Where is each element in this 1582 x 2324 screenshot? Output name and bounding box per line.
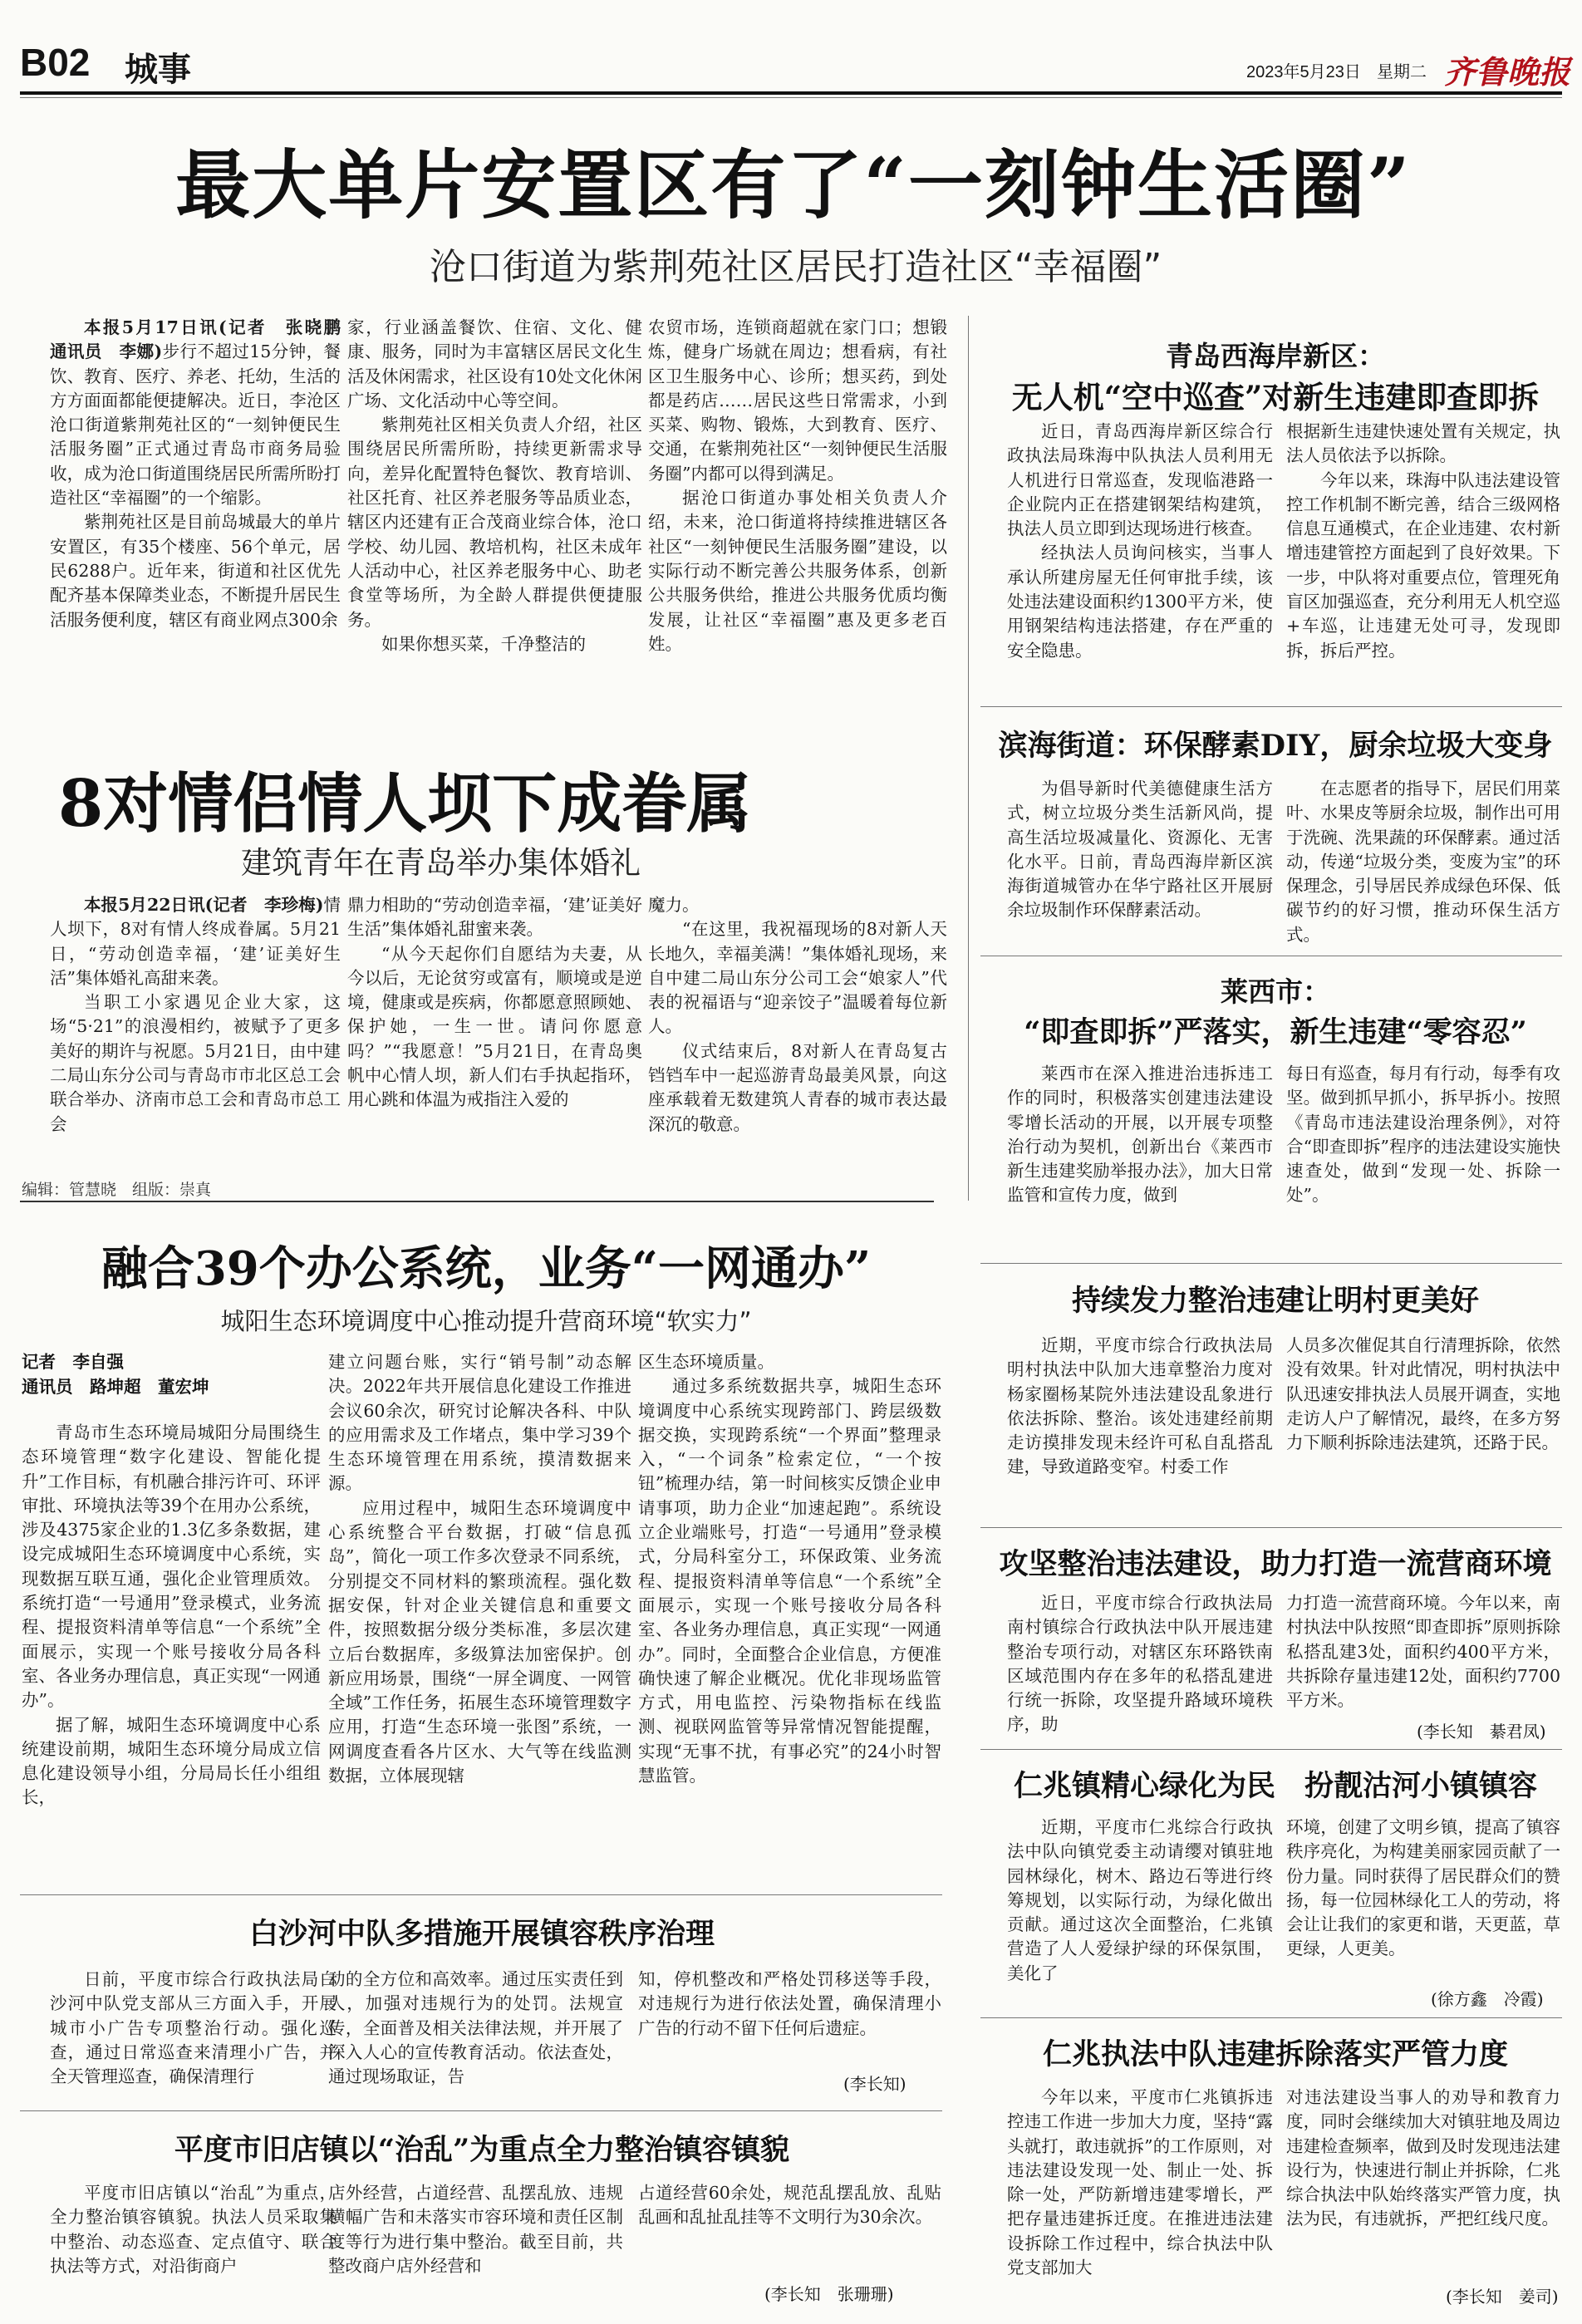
story11-text: 动的全方位和高效率。通过压实责任到人，加强对违规行为的处罚。法规宣传，全面普及相关法律法规，并开展了深入人心的宣传教育活动。依法查处，通过现场取证，告 xyxy=(328,1969,623,2087)
story9-column-1 xyxy=(1007,2086,1273,2310)
story11-column-3 xyxy=(638,1968,941,2138)
box-divider xyxy=(20,2110,942,2111)
story6-text: 人员多次催促其自行清理拆除，依然没有效果。针对此情况，明村执法中队迅速安排执法人员展开调查，实地走访人户了解情况，最终，在多方努力下顺利拆除违法建筑，还路于民。 xyxy=(1286,1335,1560,1453)
story10-text: 通过多系统数据共享，城阳生态环境调度中心系统实现跨部门、跨层级数据交换，实现跨系统“一个界面”整理录入，“一个词条”检索定位，“一个按钮”梳理办结，第一时间核实反馈企业申请事项，助力企业“加速起跑”。系统设立企业端账号，打造“一号通用”登录模式，分局科室分工，环保政策、业务流程、提报资料清单等信息“一个系统”全面展示，实现一个账号接收分局各科室、各业务办理信息，真正实现“一网通办”。同时，全面整合企业信息，方便准确快速了解企业概况。优化非现场监管方式，用电监控、污染物指标在线监测、视联网监管等异常情况智能提醒，实现“无事不扰，有事必究”的24小时智慧监管。 xyxy=(638,1376,941,1786)
story8-headline: 仁兆镇精心绿化为民 扮靓沽河小镇镇容 xyxy=(1013,1769,1537,1803)
story3-column-2 xyxy=(1286,420,1560,694)
story7-column-2 xyxy=(1286,1591,1560,1716)
story10-column-2 xyxy=(328,1350,631,1924)
story9-headline: 仁兆执法中队违建拆除落实严管力度 xyxy=(1042,2037,1508,2071)
story5-kicker: 莱西市： xyxy=(1221,975,1330,1008)
story10-column-1 xyxy=(22,1421,321,1919)
right-divider xyxy=(980,2017,1562,2018)
story8-column-1 xyxy=(1007,1815,1273,2015)
paper-logo: 齐鲁晚报 xyxy=(1444,53,1571,91)
story9-text: 今年以来，平度市仁兆镇拆违控违工作进一步加大力度，坚持“露头就打，敢违就拆”的工作原则，对违法建设发现一处、制止一处、拆除一处，严防新增违建零增长，严把存量违建拆迁度。在推进违法建设拆除工作过程中，综合执法中队党支部加大 xyxy=(1007,2087,1273,2278)
story1-text: 农贸市场，连锁商超就在家门口；想锻炼，健身广场就在周边；想看病，有社区卫生服务中心、诊所；想买药，到处都是药店……居民这些日常需求，小到买菜、购物、锻炼，大到教育、医疗、交通，在紫荆苑社区“一刻钟便民生活服务圈”内都可以得到满足。 xyxy=(648,317,947,484)
story8-column-2 xyxy=(1286,1815,1560,2015)
story10-text: 区生态环境质量。 xyxy=(638,1352,774,1372)
story10-text: 据了解，城阳生态环境调度中心系统建设前期，城阳生态环境分局成立信息化建设领导小组，分局局长任小组组长， xyxy=(22,1714,321,1808)
story7-column-1 xyxy=(1007,1591,1273,1745)
story1-text: 如果你想买菜，千净整洁的 xyxy=(381,633,586,654)
story4-text: 在志愿者的指导下，居民们用菜叶、水果皮等厨余垃圾，制作出可用于洗碗、洗果蔬的环保酵素。通过活动，传递“垃圾分类，变废为宝”的环保理念，引导居民养成绿色环保、低碳节约的好习惯，推动环保生活方式。 xyxy=(1286,779,1560,945)
right-divider xyxy=(980,1263,1562,1264)
story3-text: 经执法人员询问核实，当事人承认所建房屋无任何审批手续，该处违法建设面积约1300平方米，使用钢架结构违法搭建，存在严重的安全隐患。 xyxy=(1007,543,1273,661)
story5-text: 每日有巡查，每月有行动，每季有攻坚。做到抓早抓小，拆早拆小。按照《青岛市违法建设治理条例》，对符合“即查即拆”程序的违法建设实施快速查处，做到“发现一处、拆除一处”。 xyxy=(1286,1064,1560,1206)
story10-correspondents: 通讯员 路坤超 董宏坤 xyxy=(22,1377,209,1397)
story1-column-3 xyxy=(648,316,947,710)
story6-text: 近期，平度市综合行政执法局明村执法中队加大违章整治力度对杨家圈杨某院外违法建设乱象进行依法拆除、整治。该处违建经前期走访摸排发现未经许可私自乱搭乱建，导致道路变窄。村委工作 xyxy=(1007,1335,1273,1477)
story6-column-2 xyxy=(1286,1334,1560,1529)
story3-kicker: 青岛西海岸新区： xyxy=(1166,340,1385,372)
story2-text: “从今天起你们自愿结为夫妻，从今以后，无论贫穷或富有，顺境或是逆境，健康或是疾病，你都愿意照顾她、保护她，一生一世。请问你愿意吗？”“我愿意！”5月21日，在青岛奥帆中心情人坝，新人们右手执起指环，用心跳和体温为戒指注入爱的 xyxy=(347,943,642,1110)
story10-text: 青岛市生态环境局城阳分局围绕生态环境管理“数字化建设、智能化提升”工作目标，有机融合排污许可、环评审批、环境执法等39个在用办公系统，涉及4375家企业的1.3亿多条数据，建设完成城阳生态环境调度中心系统，实现数据互联互通，强化企业管理质效。系统打造“一号通用”登录模式，业务流程、提报资料清单等信息“一个系统”全面展示，实现一个账号接收分局各科室、各业务办理信息，真正实现“一网通办”。 xyxy=(22,1422,321,1711)
story11-headline: 白沙河中队多措施开展镇容秩序治理 xyxy=(248,1917,715,1951)
story12-signature: (李长知 张珊珊) xyxy=(764,2284,894,2304)
story6-headline: 持续发力整治违建让明村更美好 xyxy=(1071,1284,1479,1318)
story2-text: 仪式结束后，8对新人在青岛复古铛铛车中一起巡游青岛最美风景，向这座承载着无数建筑人青春的城市表达最深沉的敬意。 xyxy=(648,1040,947,1134)
story2-column-3 xyxy=(648,893,947,1172)
story12-column-2 xyxy=(328,2181,623,2306)
story2-text: 魔力。 xyxy=(648,895,700,915)
story2-column-1 xyxy=(50,893,341,1172)
story8-signature: (徐方鑫 冷霞) xyxy=(1431,1989,1544,2009)
story11-text: 日前，平度市综合行政执法局白沙河中队党支部从三方面入手，开展城市小广告专项整治行动。强化巡查，通过日常巡查来清理小广告，并全天管理巡查，确保清理行 xyxy=(50,1969,337,2087)
story1-subtitle: 沧口街道为紫荆苑社区居民打造社区“幸福圈” xyxy=(429,246,1162,288)
story3-text: 今年以来，珠海中队违法建设管控工作机制不断完善，结合三级网格信息互通模式，在企业违建、农村新增违建管控方面起到了良好效果。下一步，中队将对重要点位，管理死角盲区加强巡查，充分利用无人机空巡+车巡，让违建无处可寻，发现即拆，拆后严控。 xyxy=(1286,469,1560,661)
column-divider xyxy=(968,316,969,1201)
story1-column-2 xyxy=(347,316,642,710)
editor-credit: 编辑：管慧晓 组版：崇真 xyxy=(22,1182,212,1199)
story2-subtitle: 建筑青年在青岛举办集体婚礼 xyxy=(241,845,641,881)
story8-text: 环境，创建了文明乡镇，提高了镇容秩序亮化，为构建美丽家园贡献了一份力量。同时获得了居民群众们的赞扬，每一位园林绿化工人的劳动，将会让让我们的家更和谐，天更蓝，草更绿，人更美。 xyxy=(1286,1817,1560,1959)
story4-headline: 滨海街道：环保酵素DIY，厨余垃圾大变身 xyxy=(998,729,1553,763)
issue-weekday: 星期二 xyxy=(1377,63,1427,81)
story3-headline: 无人机“空中巡查”对新生违建即查即拆 xyxy=(1011,379,1540,415)
story1-headline: 最大单片安置区有了“一刻钟生活圈” xyxy=(175,141,1412,229)
story10-column-3 xyxy=(638,1350,941,1924)
story3-text: 近日，青岛西海岸新区综合行政执法局珠海中队执法人员利用无人机进行日常巡查，发现临港路一企业院内正在搭建钢架结构建筑，执法人员立即到达现场进行核查。 xyxy=(1007,421,1273,539)
story9-column-2 xyxy=(1286,2086,1560,2285)
right-divider xyxy=(980,1749,1562,1750)
story1-text: 紫荆苑社区是目前岛城最大的单片安置区，有35个楼座、56个单元，居民6288户。近年来，街道和社区优先配齐基本保障类业态，不断提升居民生活服务便利度，辖区有商业网点300余 xyxy=(50,512,341,630)
story1-text: 步行不超过15分钟，餐饮、教育、医疗、养老、托幼，生活的方方面面都能便捷解决。近日，李沧区沧口街道紫荆苑社区的“一刻钟便民生活服务圈”正式通过青岛市商务局验收，成为沧口街道围绕居民所需所盼打造社区“幸福圈”的一个缩影。 xyxy=(50,341,341,509)
story4-column-1 xyxy=(1007,777,1273,951)
story9-signature: (李长知 姜司) xyxy=(1446,2287,1559,2307)
story1-text: 家，行业涵盖餐饮、住宿、文化、健康、服务，同时为丰富辖区居民文化生活及休闲需求，社区设有10处文化休闲广场、文化活动中心等空间。 xyxy=(347,317,642,410)
story12-text: 平度市旧店镇以“治乱”为重点，全力整治镇容镇貌。执法人员采取集中整治、动态巡查、定点值守、联合执法等方式，对沿街商户 xyxy=(50,2183,337,2276)
story2-byline: 本报5月22日讯(记者 李珍梅) xyxy=(84,895,324,915)
story10-subtitle: 城阳生态环境调度中心推动提升营商环境“软实力” xyxy=(220,1307,752,1335)
story3-text: 根据新生违建快速处置有关规定，执法人员依法予以拆除。 xyxy=(1286,421,1560,466)
story1-column-1 xyxy=(50,316,341,710)
story4-text: 为倡导新时代美德健康生活方式，树立垃圾分类生活新风尚，提高生活垃圾减量化、资源化、无害化水平。日前，青岛西海岸新区滨海街道城管办在华宁路社区开展厨余垃圾制作环保酵素活动。 xyxy=(1007,779,1273,921)
story11-column-1 xyxy=(50,1968,337,2138)
story12-text: 店外经营，占道经营、乱摆乱放、违规横幅广告和未落实市容环境和责任区制度等行为进行集中整治。截至目前，共整改商户店外经营和 xyxy=(328,2183,623,2276)
story11-signature: (李长知) xyxy=(843,2074,906,2094)
story11-text: 知，停机整改和严格处罚移送等手段，对违规行为进行依法处置，确保清理小广告的行动不留下任何后遗症。 xyxy=(638,1969,941,2038)
masthead-rule xyxy=(20,91,1562,95)
story10-text: 应用过程中，城阳生态环境调度中心系统整合平台数据，打破“信息孤岛”，简化一项工作多次登录不同系统，分别提交不同材料的繁琐流程。强化数据安保，针对企业关键信息和重要文件，按照数据分级分类标准，多层次建立后台数据库，多级算法加密保护。创新应用场景，围绕“一屏全调度、一网管全域”工作任务，拓展生态环境管理数字应用，打造“生态环境一张图”系统，一网调度查看各片区水、大气等在线监测数据，立体展现辖 xyxy=(328,1497,631,1786)
story5-headline: “即查即拆”严落实，新生违建“零容忍” xyxy=(1024,1015,1527,1049)
issue-date: 2023年5月23日 xyxy=(1246,63,1361,81)
story12-text: 占道经营60余处，规范乱摆乱放、乱贴乱画和乱扯乱挂等不文明行为30余次。 xyxy=(638,2183,941,2228)
right-divider xyxy=(980,1527,1562,1528)
story10-text: 建立问题台账，实行“销号制”动态解决。2022年共开展信息化建设工作推进会议60余次，研究讨论解决各科、中队的应用需求及工作堵点，集中学习39个生态环境管理在用系统，摸清数据来源。 xyxy=(328,1352,631,1494)
box-top-rule xyxy=(20,1894,942,1895)
story10-headline: 融合39个办公系统，业务“一网通办” xyxy=(101,1241,872,1296)
story7-text: 力打造一流营商环境。今年以来，南村执法中队按照“即查即拆”原则拆除私搭乱建3处，面积约400平方米，共拆除存量违建12处，面积约7700平方米。 xyxy=(1286,1593,1560,1711)
section-code: B02 xyxy=(20,41,91,84)
story1-text: 紫荆苑社区相关负责人介绍，社区围绕居民所需所盼，持续更新需求导向，差异化配置特色餐饮、教育培训、社区托育、社区养老服务等品质业态，辖区内还建有正合茂商业综合体，沧口学校、幼儿园、教培机构，社区未成年人活动中心，社区养老服务中心、助老食堂等场所，为全龄人群提供便捷服务。 xyxy=(347,415,642,630)
story8-text: 近期，平度市仁兆综合行政执法中队向镇党委主动请缨对镇驻地园林绿化，树木、路边石等进行终筹规划，以实际行动，为绿化做出贡献。通过这次全面整治，仁兆镇营造了人人爱绿护绿的环保氛围，美化了 xyxy=(1007,1817,1273,1983)
right-divider xyxy=(980,706,1562,707)
story2-text: 情人坝下，8对有情人终成眷属。5月21日，“劳动创造幸福，‘建’证美好生活”集体婚礼高甜来袭。 xyxy=(50,895,341,988)
story6-column-1 xyxy=(1007,1334,1273,1529)
story2-column-2 xyxy=(347,893,642,1172)
story1-text: 据沧口街道办事处相关负责人介绍，未来，沧口街道将持续推进辖区各社区“一刻钟便民生活服务圈”建设，以实际行动不断完善公共服务体系，创新公共服务供给，推进公共服务优质均衡发展，让社区“幸福圈”惠及更多老百姓。 xyxy=(648,488,947,654)
story2-headline: 8对情侣情人坝下成眷属 xyxy=(58,766,752,842)
story2-text: 当职工小家遇见企业大家，这场“5·21”的浪漫相约，被赋予了更多美好的期许与祝愿。5月21日，由中建二局山东分公司与青岛市市北区总工会联合举办、济南市总工会和青岛市总工会 xyxy=(50,992,341,1134)
story4-column-2 xyxy=(1286,777,1560,951)
story10-reporter: 记者 李自强 xyxy=(22,1352,124,1372)
section-rule xyxy=(20,1201,934,1202)
story5-column-1 xyxy=(1007,1062,1273,1261)
story1-byline: 本报5月17日讯(记者 张晓鹏 通讯员 李娜) xyxy=(50,317,341,362)
story2-text: 鼎力相助的“劳动创造幸福，‘建’证美好生活”集体婚礼甜蜜来袭。 xyxy=(347,895,642,940)
story9-text: 对违法建设当事人的劝导和教育力度，同时会继续加大对镇驻地及周边违建检查频率，做到及时发现违法建设行为，快速进行制止并拆除，仁兆综合执法中队始终落实严管力度，执法为民，有违就拆，严把红线尺度。 xyxy=(1286,2087,1560,2229)
story3-column-1 xyxy=(1007,420,1273,694)
story7-signature: (李长知 綦君凤) xyxy=(1417,1722,1546,1742)
section-name: 城事 xyxy=(125,50,191,89)
story5-column-2 xyxy=(1286,1062,1560,1261)
story2-text: “在这里，我祝福现场的8对新人天长地久，幸福美满！”集体婚礼现场，来自中建二局山东分公司工会“娘家人”代表的祝福语与“迎亲饺子”温暖着每位新人。 xyxy=(648,919,947,1037)
story12-column-1 xyxy=(50,2181,337,2306)
story7-text: 近日，平度市综合行政执法局南村镇综合行政执法中队开展违建整治专项行动，对辖区东环路铁南区域范围内存在多年的私搭乱建进行统一拆除，攻坚提升路域环境秩序，助 xyxy=(1007,1593,1273,1735)
story5-text: 莱西市在深入推进治违拆违工作的同时，积极落实创建违法建设零增长活动的开展，以开展专项整治行动为契机，创新出台《莱西市新生违建奖励举报办法》，加大日常监管和宣传力度，做到 xyxy=(1007,1064,1273,1206)
story12-headline: 平度市旧店镇以“治乱”为重点全力整治镇容镇貌 xyxy=(174,2133,790,2167)
story7-headline: 攻坚整治违法建设，助力打造一流营商环境 xyxy=(999,1547,1552,1581)
story11-column-2 xyxy=(328,1968,623,2138)
masthead-rule-thin xyxy=(20,97,1562,98)
